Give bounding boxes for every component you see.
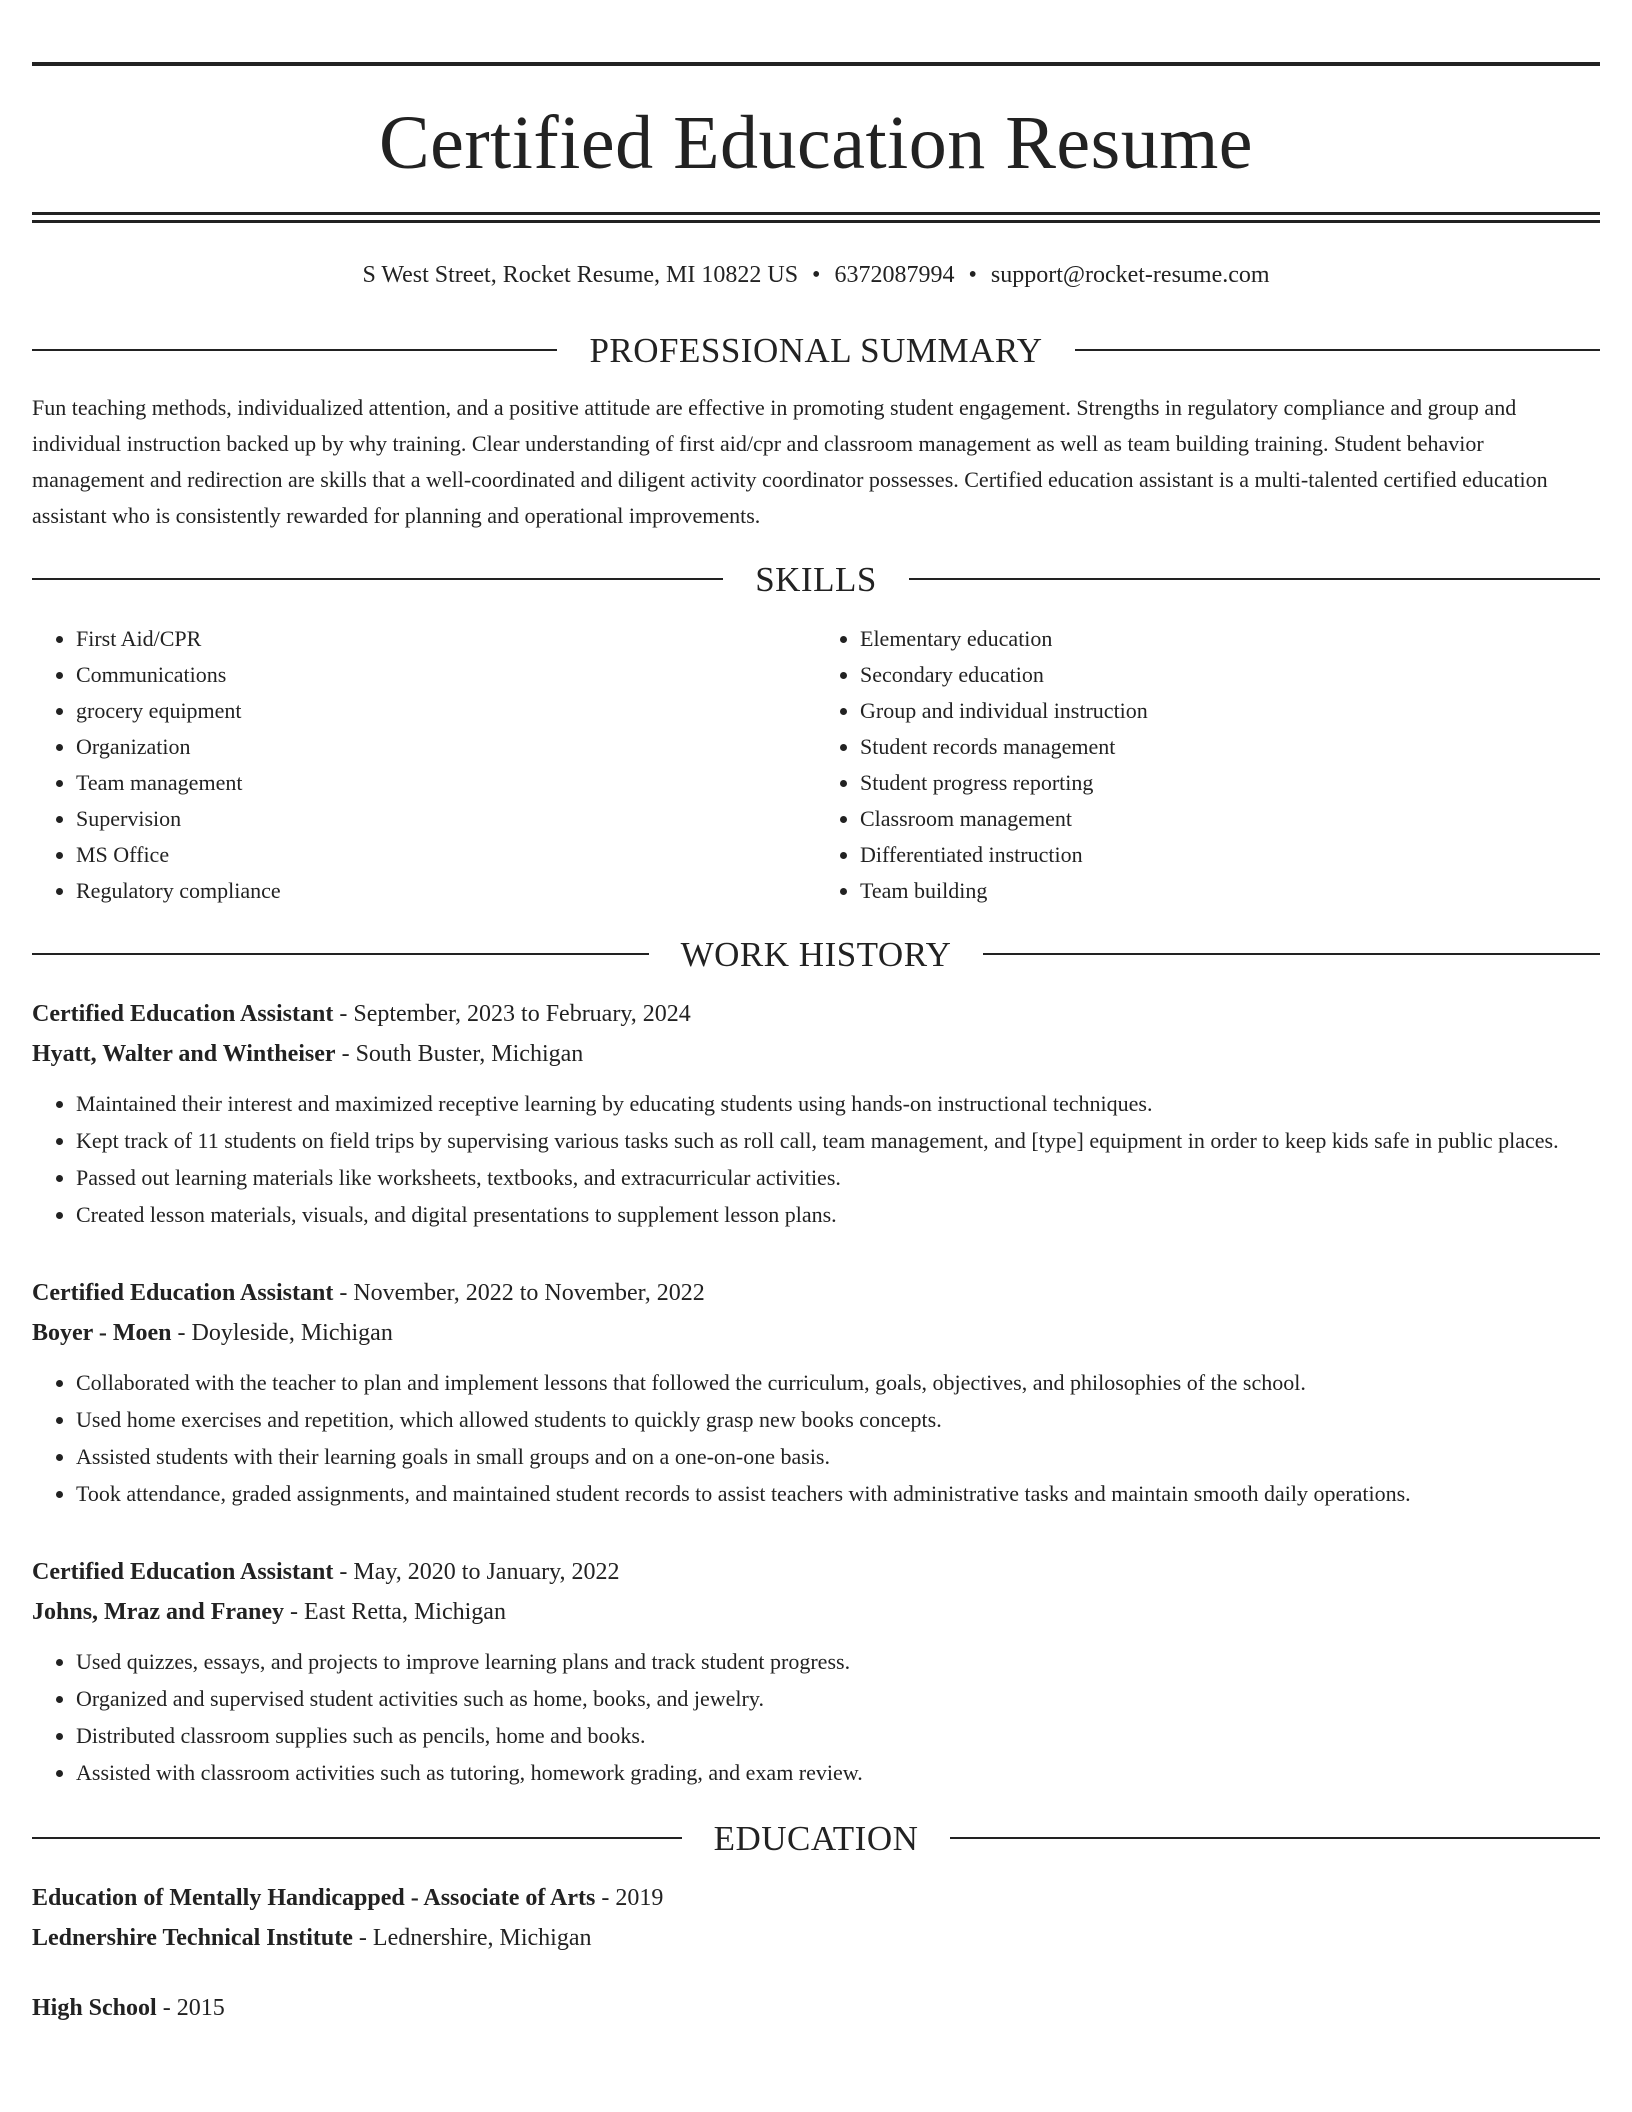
job-bullet: • Kept track of 11 students on field trips by supervising various tasks such as roll call, team management, and [type] equipment in order to keep kids safe in public places.	[76, 1123, 1600, 1159]
heading-rule-right	[909, 578, 1600, 580]
top-rule	[32, 62, 1600, 66]
job-title-line	[32, 1552, 1600, 1592]
education-degree: Education of Mentally Handicapped - Associate of Arts	[32, 1884, 596, 1911]
job-bullets	[32, 1644, 1600, 1791]
education-heading-text: EDUCATION	[713, 1818, 919, 1858]
job-bullet: • Collaborated with the teacher to plan and implement lessons that followed the curriculum, goals, objectives, and philosophies of the school.	[76, 1365, 1600, 1401]
education-heading	[32, 1818, 1600, 1858]
job-bullet: • Maintained their interest and maximized receptive learning by educating students using hands-on instructional techniques.	[76, 1086, 1600, 1122]
job-bullet: • Created lesson materials, visuals, and digital presentations to supplement lesson plans.	[76, 1197, 1600, 1233]
job-dates: - May, 2020 to January, 2022	[333, 1558, 620, 1585]
double-rule	[32, 212, 1600, 223]
heading-rule-right	[1075, 349, 1600, 351]
job-title: Certified Education Assistant	[32, 1000, 334, 1027]
job-bullet: • Distributed classroom supplies such as pencils, home and books.	[76, 1718, 1600, 1754]
skill-item: • Communications	[76, 657, 816, 693]
job-employer: Boyer - Moen	[32, 1319, 172, 1346]
job-employer: Johns, Mraz and Franey	[32, 1598, 284, 1625]
job-title: Certified Education Assistant	[32, 1558, 334, 1585]
skill-item: • Secondary education	[860, 657, 1600, 693]
job-employer-line	[32, 1034, 1600, 1074]
job-entry	[32, 1552, 1600, 1791]
skills-heading-text: SKILLS	[755, 559, 877, 599]
job-bullet: • Organized and supervised student activities such as home, books, and jewelry.	[76, 1681, 1600, 1717]
job-title: Certified Education Assistant	[32, 1279, 334, 1306]
job-title-line	[32, 994, 1600, 1034]
summary-text: Fun teaching methods, individualized attention, and a positive attitude are effective in promoting student engagement. Strengths in regulatory compliance and group and individual instruction backed up by why training. Clear understanding of first aid/cpr and classroom management as well as team building training. Student behavior management and redirection are skills that a well-coordinated and diligent activity coordinator possesses. Certified education assistant is a multi-talented certified education assistant who is consistently rewarded for planning and operational improvements.	[32, 394, 1548, 528]
education-location: - Lednershire, Michigan	[352, 1924, 592, 1951]
education-degree: High School	[32, 1994, 157, 2021]
education-degree-line	[32, 1988, 1600, 2028]
heading-rule-left	[32, 1837, 682, 1839]
skill-item: • First Aid/CPR	[76, 621, 816, 657]
education-entry	[32, 1878, 1600, 1958]
education-school-line	[32, 1918, 1600, 1958]
heading-rule-left	[32, 578, 723, 580]
job-bullet: • Assisted with classroom activities such as tutoring, homework grading, and exam review.	[76, 1755, 1600, 1791]
skill-item: • grocery equipment	[76, 693, 816, 729]
education-year: - 2015	[156, 1994, 225, 2021]
job-location: - Doyleside, Michigan	[171, 1319, 393, 1346]
summary-heading-text: PROFESSIONAL SUMMARY	[589, 330, 1043, 370]
skill-item: • Group and individual instruction	[860, 693, 1600, 729]
skills-list	[32, 621, 1600, 909]
job-bullet: • Passed out learning materials like worksheets, textbooks, and extracurricular activities.	[76, 1160, 1600, 1196]
skill-item: • Regulatory compliance	[76, 873, 816, 909]
resume-title: Certified Education Resume	[378, 101, 1254, 185]
summary-heading	[32, 330, 1600, 370]
skill-item: • Elementary education	[860, 621, 1600, 657]
skills-heading	[32, 559, 1600, 599]
contact-separator: •	[968, 262, 977, 288]
job-entry	[32, 1273, 1600, 1512]
skill-item: • Student progress reporting	[860, 765, 1600, 801]
skill-item: • Team management	[76, 765, 816, 801]
job-bullet: • Used home exercises and repetition, which allowed students to quickly grasp new books concepts.	[76, 1402, 1600, 1438]
education-degree-line	[32, 1878, 1600, 1918]
job-title-line	[32, 1273, 1600, 1313]
education-school: Lednershire Technical Institute	[32, 1924, 353, 1951]
job-bullets	[32, 1086, 1600, 1233]
heading-rule-right	[950, 1837, 1600, 1839]
work-heading	[32, 934, 1600, 974]
contact-email: support@rocket-resume.com	[990, 262, 1270, 288]
skill-item: • Differentiated instruction	[860, 837, 1600, 873]
skill-item: • Student records management	[860, 729, 1600, 765]
skill-item: • Supervision	[76, 801, 816, 837]
heading-rule-left	[32, 349, 557, 351]
job-employer: Hyatt, Walter and Wintheiser	[32, 1040, 336, 1067]
job-employer-line	[32, 1592, 1600, 1632]
job-employer-line	[32, 1313, 1600, 1353]
skill-item: • MS Office	[76, 837, 816, 873]
skills-column-left	[32, 621, 816, 909]
work-heading-text: WORK HISTORY	[680, 934, 952, 974]
job-bullet: • Used quizzes, essays, and projects to improve learning plans and track student progress.	[76, 1644, 1600, 1680]
education-entry	[32, 1988, 1600, 2028]
heading-rule-right	[983, 953, 1600, 955]
skill-item: • Team building	[860, 873, 1600, 909]
job-dates: - November, 2022 to November, 2022	[333, 1279, 705, 1306]
job-bullets	[32, 1365, 1600, 1512]
job-location: - South Buster, Michigan	[335, 1040, 584, 1067]
contact-line	[32, 261, 1600, 290]
job-entry	[32, 994, 1600, 1233]
education-year: - 2019	[595, 1884, 664, 1911]
skills-column-right	[816, 621, 1600, 909]
contact-address: S West Street, Rocket Resume, MI 10822 US	[362, 262, 799, 288]
heading-rule-left	[32, 953, 649, 955]
contact-separator: •	[812, 262, 821, 288]
skill-item: • Classroom management	[860, 801, 1600, 837]
resume-page	[32, 0, 1600, 2028]
job-bullet: • Took attendance, graded assignments, and maintained student records to assist teachers with administrative tasks and maintain smooth daily operations.	[76, 1476, 1600, 1512]
job-location: - East Retta, Michigan	[284, 1598, 506, 1625]
job-dates: - September, 2023 to February, 2024	[333, 1000, 691, 1027]
skill-item: • Organization	[76, 729, 816, 765]
contact-phone: 6372087994	[834, 262, 955, 288]
job-bullet: • Assisted students with their learning goals in small groups and on a one-on-one basis.	[76, 1439, 1600, 1475]
